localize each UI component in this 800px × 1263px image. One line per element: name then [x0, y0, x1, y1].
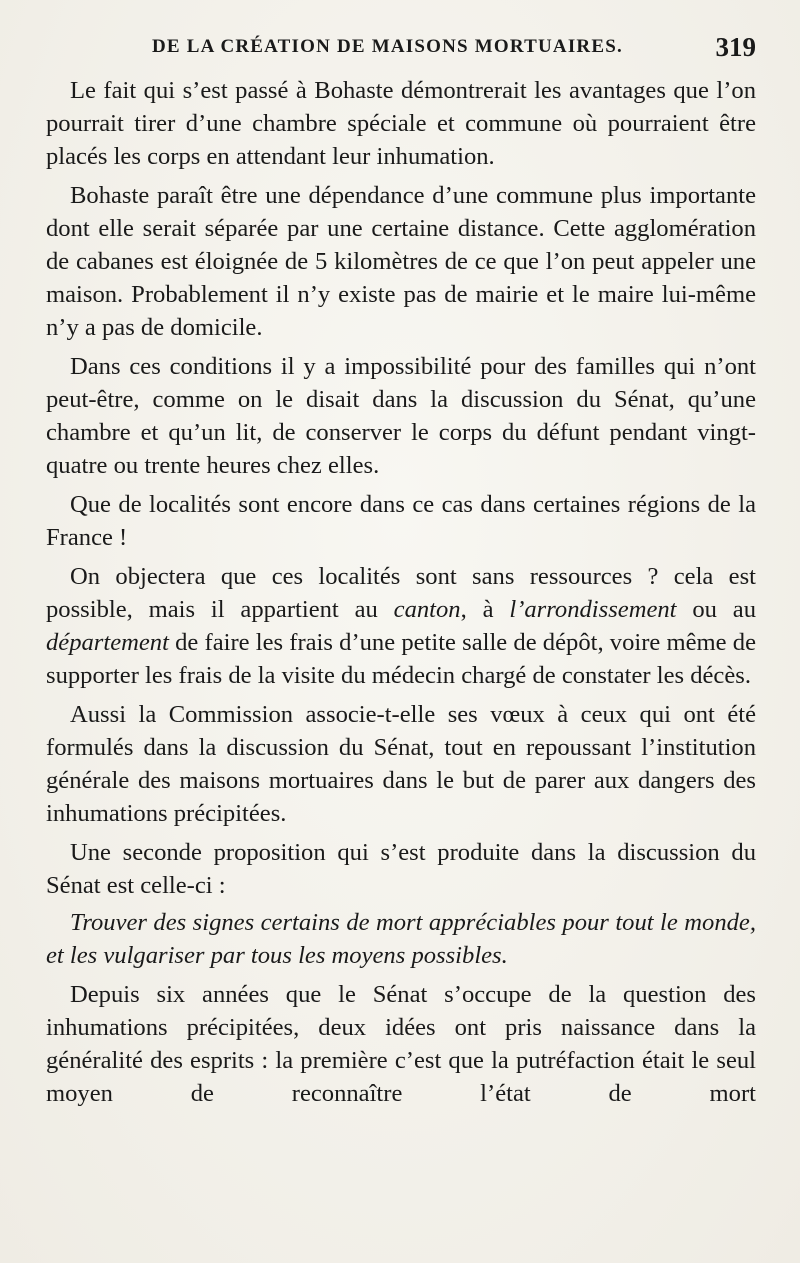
running-head: DE LA CRÉATION DE MAISONS MORTUAIRES.	[152, 36, 623, 57]
quoted-proposition: Trouver des signes certains de mort appréciables pour tout le monde, et les vulgariser par tous les moyens possibles.	[46, 909, 756, 969]
paragraph-7: Une seconde proposition qui s’est produite dans la discussion du Sénat est celle-ci :	[46, 839, 756, 899]
paragraph-3: Dans ces conditions il y a impossibilité pour des familles qui n’ont peut-être, comme on le disait dans la discussion du Sénat, qu’une chambre et qu’un lit, de conserver le corps du défunt pendant vingt-quatre ou trente heures chez elles.	[46, 353, 756, 479]
paragraph-5-text-c: ou au	[676, 596, 756, 623]
paragraph-9: Depuis six années que le Sénat s’occupe de la question des inhumations précipitées, deux idées ont pris naissance dans la généralité des esprits : la première c’est que la putréfaction était le seul moyen de reconnaître l’état de mort	[46, 981, 756, 1107]
paragraph-1: Le fait qui s’est passé à Bohaste démontrerait les avantages que l’on pourrait tirer d’une chambre spéciale et commune où pourraient être placés les corps en attendant leur inhumation.	[46, 77, 756, 170]
paragraph-5-text-d: de faire les frais d’une petite salle de dépôt, voire même de supporter les frais de la visite du médecin chargé de constater les décès.	[46, 629, 756, 689]
emphasis-arrondissement: l’arrondissement	[509, 596, 677, 623]
page-number: 319	[715, 32, 756, 62]
page-header	[46, 34, 756, 74]
paragraph-2: Bohaste paraît être une dépendance d’une commune plus importante dont elle serait séparée par une certaine distance. Cette agglomération de cabanes est éloignée de 5 kilomètres de ce que l’on peut appeler une maison. Probablement il n’y existe pas de mairie et le maire lui-même n’y a pas de domicile.	[46, 182, 756, 341]
paragraph-5	[46, 560, 756, 692]
paragraph-5-text-a: On objectera que ces localités sont sans ressources ? cela est possible, mais il appartient au	[46, 563, 756, 623]
paragraph-4: Que de localités sont encore dans ce cas dans certaines régions de la France !	[46, 491, 756, 551]
emphasis-canton: canton	[393, 596, 461, 623]
page-body	[46, 74, 756, 1110]
paragraph-5-text-b: , à	[460, 596, 510, 623]
paragraph-6: Aussi la Commission associe-t-elle ses vœux à ceux qui ont été formulés dans la discussion du Sénat, tout en repoussant l’institution générale des maisons mortuaires dans le but de parer aux dangers des inhumations précipitées.	[46, 701, 756, 827]
emphasis-departement: département	[46, 629, 169, 656]
